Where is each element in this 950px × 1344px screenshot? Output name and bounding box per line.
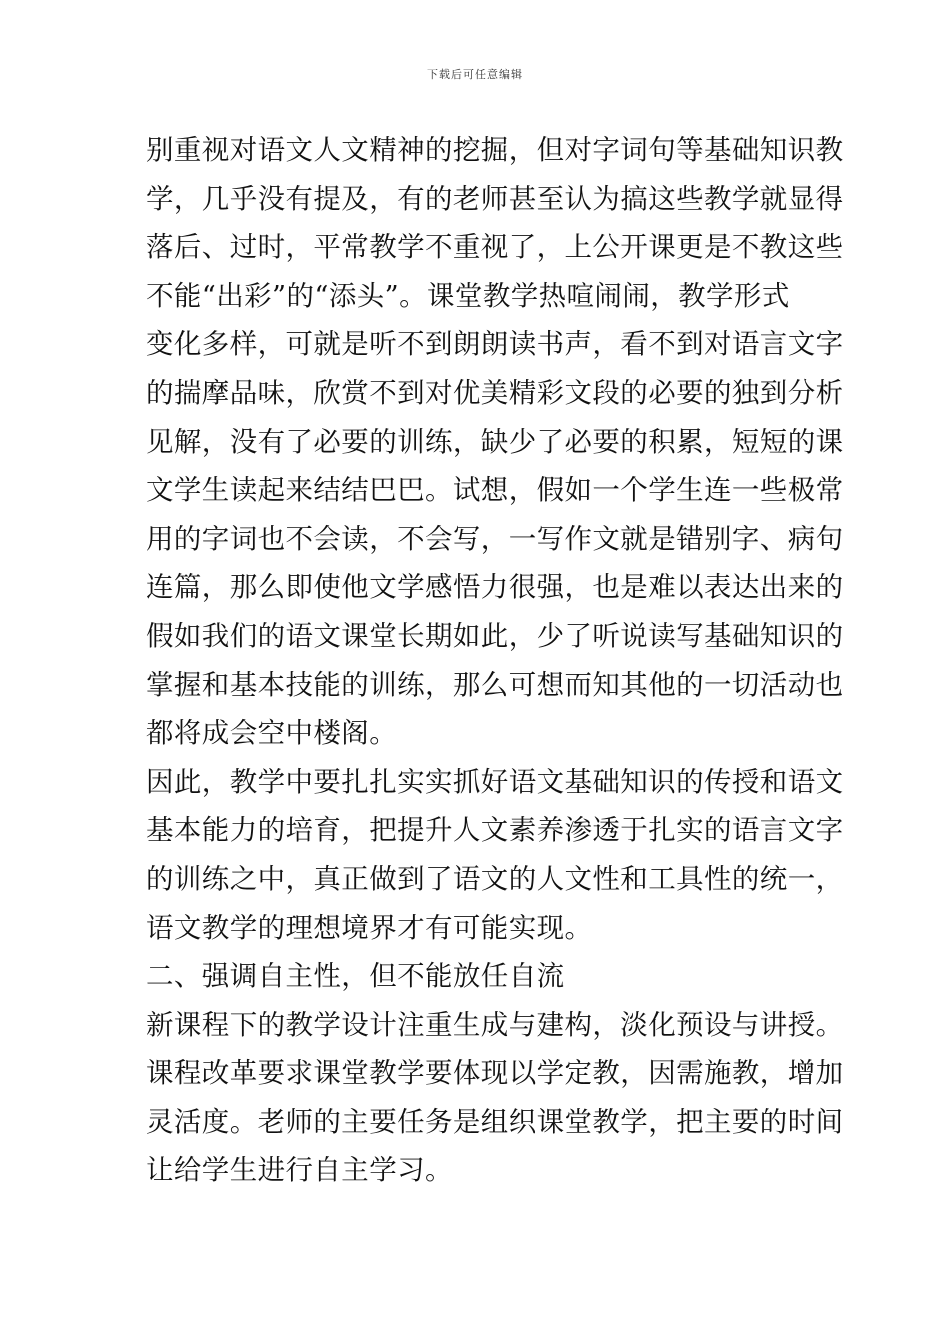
text-line: 不能“出彩”的“添头”。课堂教学热喧闹闹，教学形式 <box>146 279 790 312</box>
section-heading: 二、强调自主性，但不能放任自流 <box>146 960 565 993</box>
text-line: 变化多样，可就是听不到朗朗读书声，看不到对语言文字 <box>146 328 844 361</box>
text-line: 新课程下的教学设计注重生成与建构，淡化预设与讲授。 <box>146 1008 844 1041</box>
text-line: 课程改革要求课堂教学要体现以学定教，因需施教，增加 <box>146 1057 844 1090</box>
text-line: 见解，没有了必要的训练，缺少了必要的积累，短短的课 <box>146 425 844 458</box>
text-line: 用的字词也不会读，不会写，一写作文就是错别字、病句 <box>146 522 844 555</box>
text-line: 让给学生进行自主学习。 <box>146 1154 453 1187</box>
text-line: 文学生读起来结结巴巴。试想，假如一个学生连一些极常 <box>146 474 844 507</box>
page-header: 下载后可任意编辑 <box>427 68 523 81</box>
text-line: 因此，教学中要扎扎实实抓好语文基础知识的传授和语文 <box>146 765 844 798</box>
text-line: 别重视对语文人文精神的挖掘，但对字词句等基础知识教 <box>146 134 844 166</box>
text-line: 连篇，那么即使他文学感悟力很强，也是难以表达出来的 <box>146 571 844 604</box>
text-line: 语文教学的理想境界才有可能实现。 <box>146 911 593 944</box>
text-line: 假如我们的语文课堂长期如此，少了听说读写基础知识的 <box>146 619 844 652</box>
body-text <box>146 126 844 1195</box>
text-line: 落后、过时，平常教学不重视了，上公开课更是不教这些 <box>146 231 844 264</box>
text-line: 基本能力的培育，把提升人文素养渗透于扎实的语言文字 <box>146 814 844 847</box>
text-line: 的训练之中，真正做到了语文的人文性和工具性的统一， <box>146 862 844 895</box>
text-line: 都将成会空中楼阁。 <box>146 717 398 750</box>
text-line: 灵活度。老师的主要任务是组织课堂教学，把主要的时间 <box>146 1105 844 1138</box>
text-line: 学，几乎没有提及，有的老师甚至认为搞这些教学就显得 <box>146 182 844 215</box>
text-line: 掌握和基本技能的训练，那么可想而知其他的一切活动也 <box>146 668 844 701</box>
text-line: 的揣摩品味，欣赏不到对优美精彩文段的必要的独到分析 <box>146 376 844 409</box>
